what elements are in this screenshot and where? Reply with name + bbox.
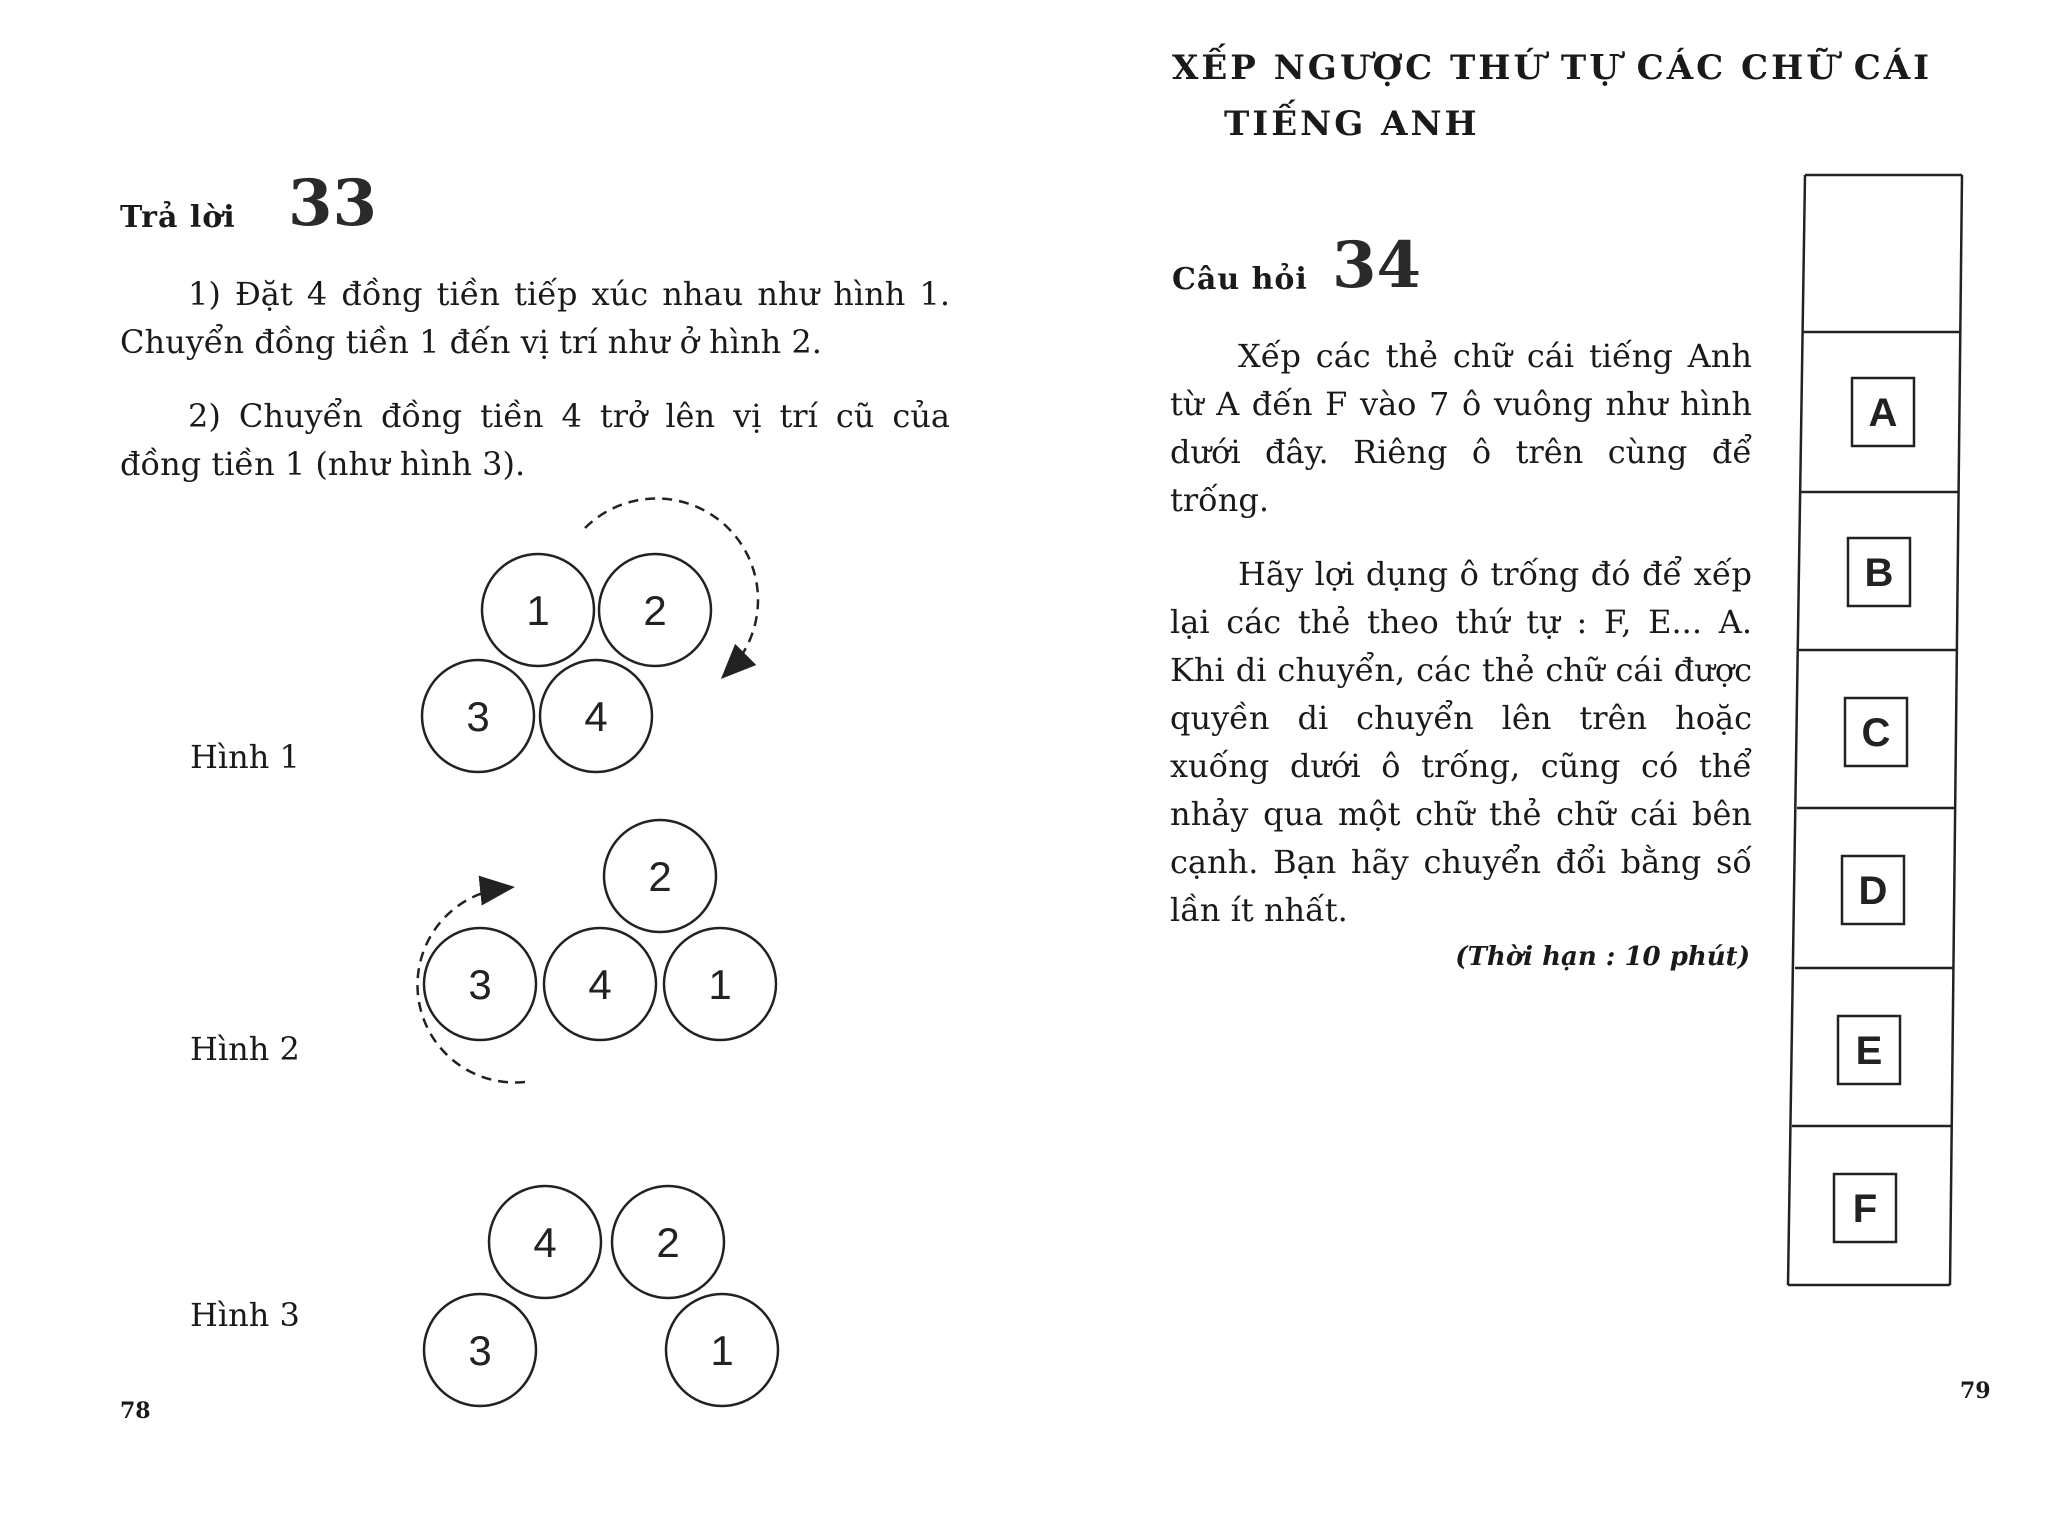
coin-label: 4 xyxy=(584,693,608,740)
section-title-line-2: TIẾNG ANH xyxy=(1224,104,1480,144)
card-letter: A xyxy=(1868,391,1898,435)
answer-label: Trả lời xyxy=(120,200,236,235)
figure-2-label: Hình 2 xyxy=(190,1030,300,1068)
coin-label: 3 xyxy=(468,1327,492,1374)
coin-label: 3 xyxy=(468,961,492,1008)
card-letter: E xyxy=(1855,1029,1883,1073)
question-label: Câu hỏi xyxy=(1172,262,1308,297)
figure-3-coins xyxy=(424,1186,778,1406)
coin-label: 3 xyxy=(466,693,490,740)
question-paragraph-2-text: Hãy lợi dụng ô trống đó để xếp lại các thẻ theo thứ tự : F, E... A. Khi di chuyển, các thẻ chữ cái được quyền di chuyển lên trên hoặc xuống dưới ô trống, cũng có thể nhảy qua một chữ thẻ chữ cái bên cạnh. Bạn hãy chuyển đổi bằng số lần ít nhất. xyxy=(1170,555,1752,929)
figure-1-coins xyxy=(422,498,758,772)
answer-number: 33 xyxy=(288,166,378,241)
card-letter: C xyxy=(1861,711,1891,755)
answer-step-2-text: 2) Chuyển đồng tiền 4 trở lên vị trí cũ của đồng tiền 1 (như hình 3). xyxy=(120,397,950,483)
figure-1-label: Hình 1 xyxy=(190,738,300,776)
coin-label: 2 xyxy=(643,587,667,634)
section-title xyxy=(1172,40,1932,152)
page-number-left: 78 xyxy=(120,1398,151,1424)
coin-label: 4 xyxy=(588,961,612,1008)
coin-label: 1 xyxy=(526,587,550,634)
answer-step-1-text: 1) Đặt 4 đồng tiền tiếp xúc nhau như hình 1. Chuyển đồng tiền 1 đến vị trí như ở hình 2. xyxy=(120,275,950,361)
letter-cards xyxy=(1834,378,1914,1242)
section-title-line-1: XẾP NGƯỢC THỨ TỰ CÁC CHỮ CÁI xyxy=(1172,48,1933,88)
figure-2-coins xyxy=(417,820,776,1083)
question-paragraph-1 xyxy=(1170,332,1752,524)
coin-label: 4 xyxy=(533,1219,557,1266)
page-number-right: 79 xyxy=(1960,1378,1991,1404)
question-paragraph-2 xyxy=(1170,550,1752,934)
card-letter: D xyxy=(1858,869,1888,913)
coin-label: 1 xyxy=(708,961,732,1008)
question-number: 34 xyxy=(1332,228,1422,303)
coin-label: 1 xyxy=(710,1327,734,1374)
card-letter: B xyxy=(1864,551,1894,595)
coin-label: 2 xyxy=(656,1219,680,1266)
question-paragraph-1-text: Xếp các thẻ chữ cái tiếng Anh từ A đến F vào 7 ô vuông như hình dưới đây. Riêng ô trên cùng để trống. xyxy=(1170,337,1752,519)
card-letter: F xyxy=(1852,1187,1878,1231)
time-limit: (Thời hạn : 10 phút) xyxy=(1455,942,1750,972)
figure-3-label: Hình 3 xyxy=(190,1296,300,1334)
coin-label: 2 xyxy=(648,853,672,900)
